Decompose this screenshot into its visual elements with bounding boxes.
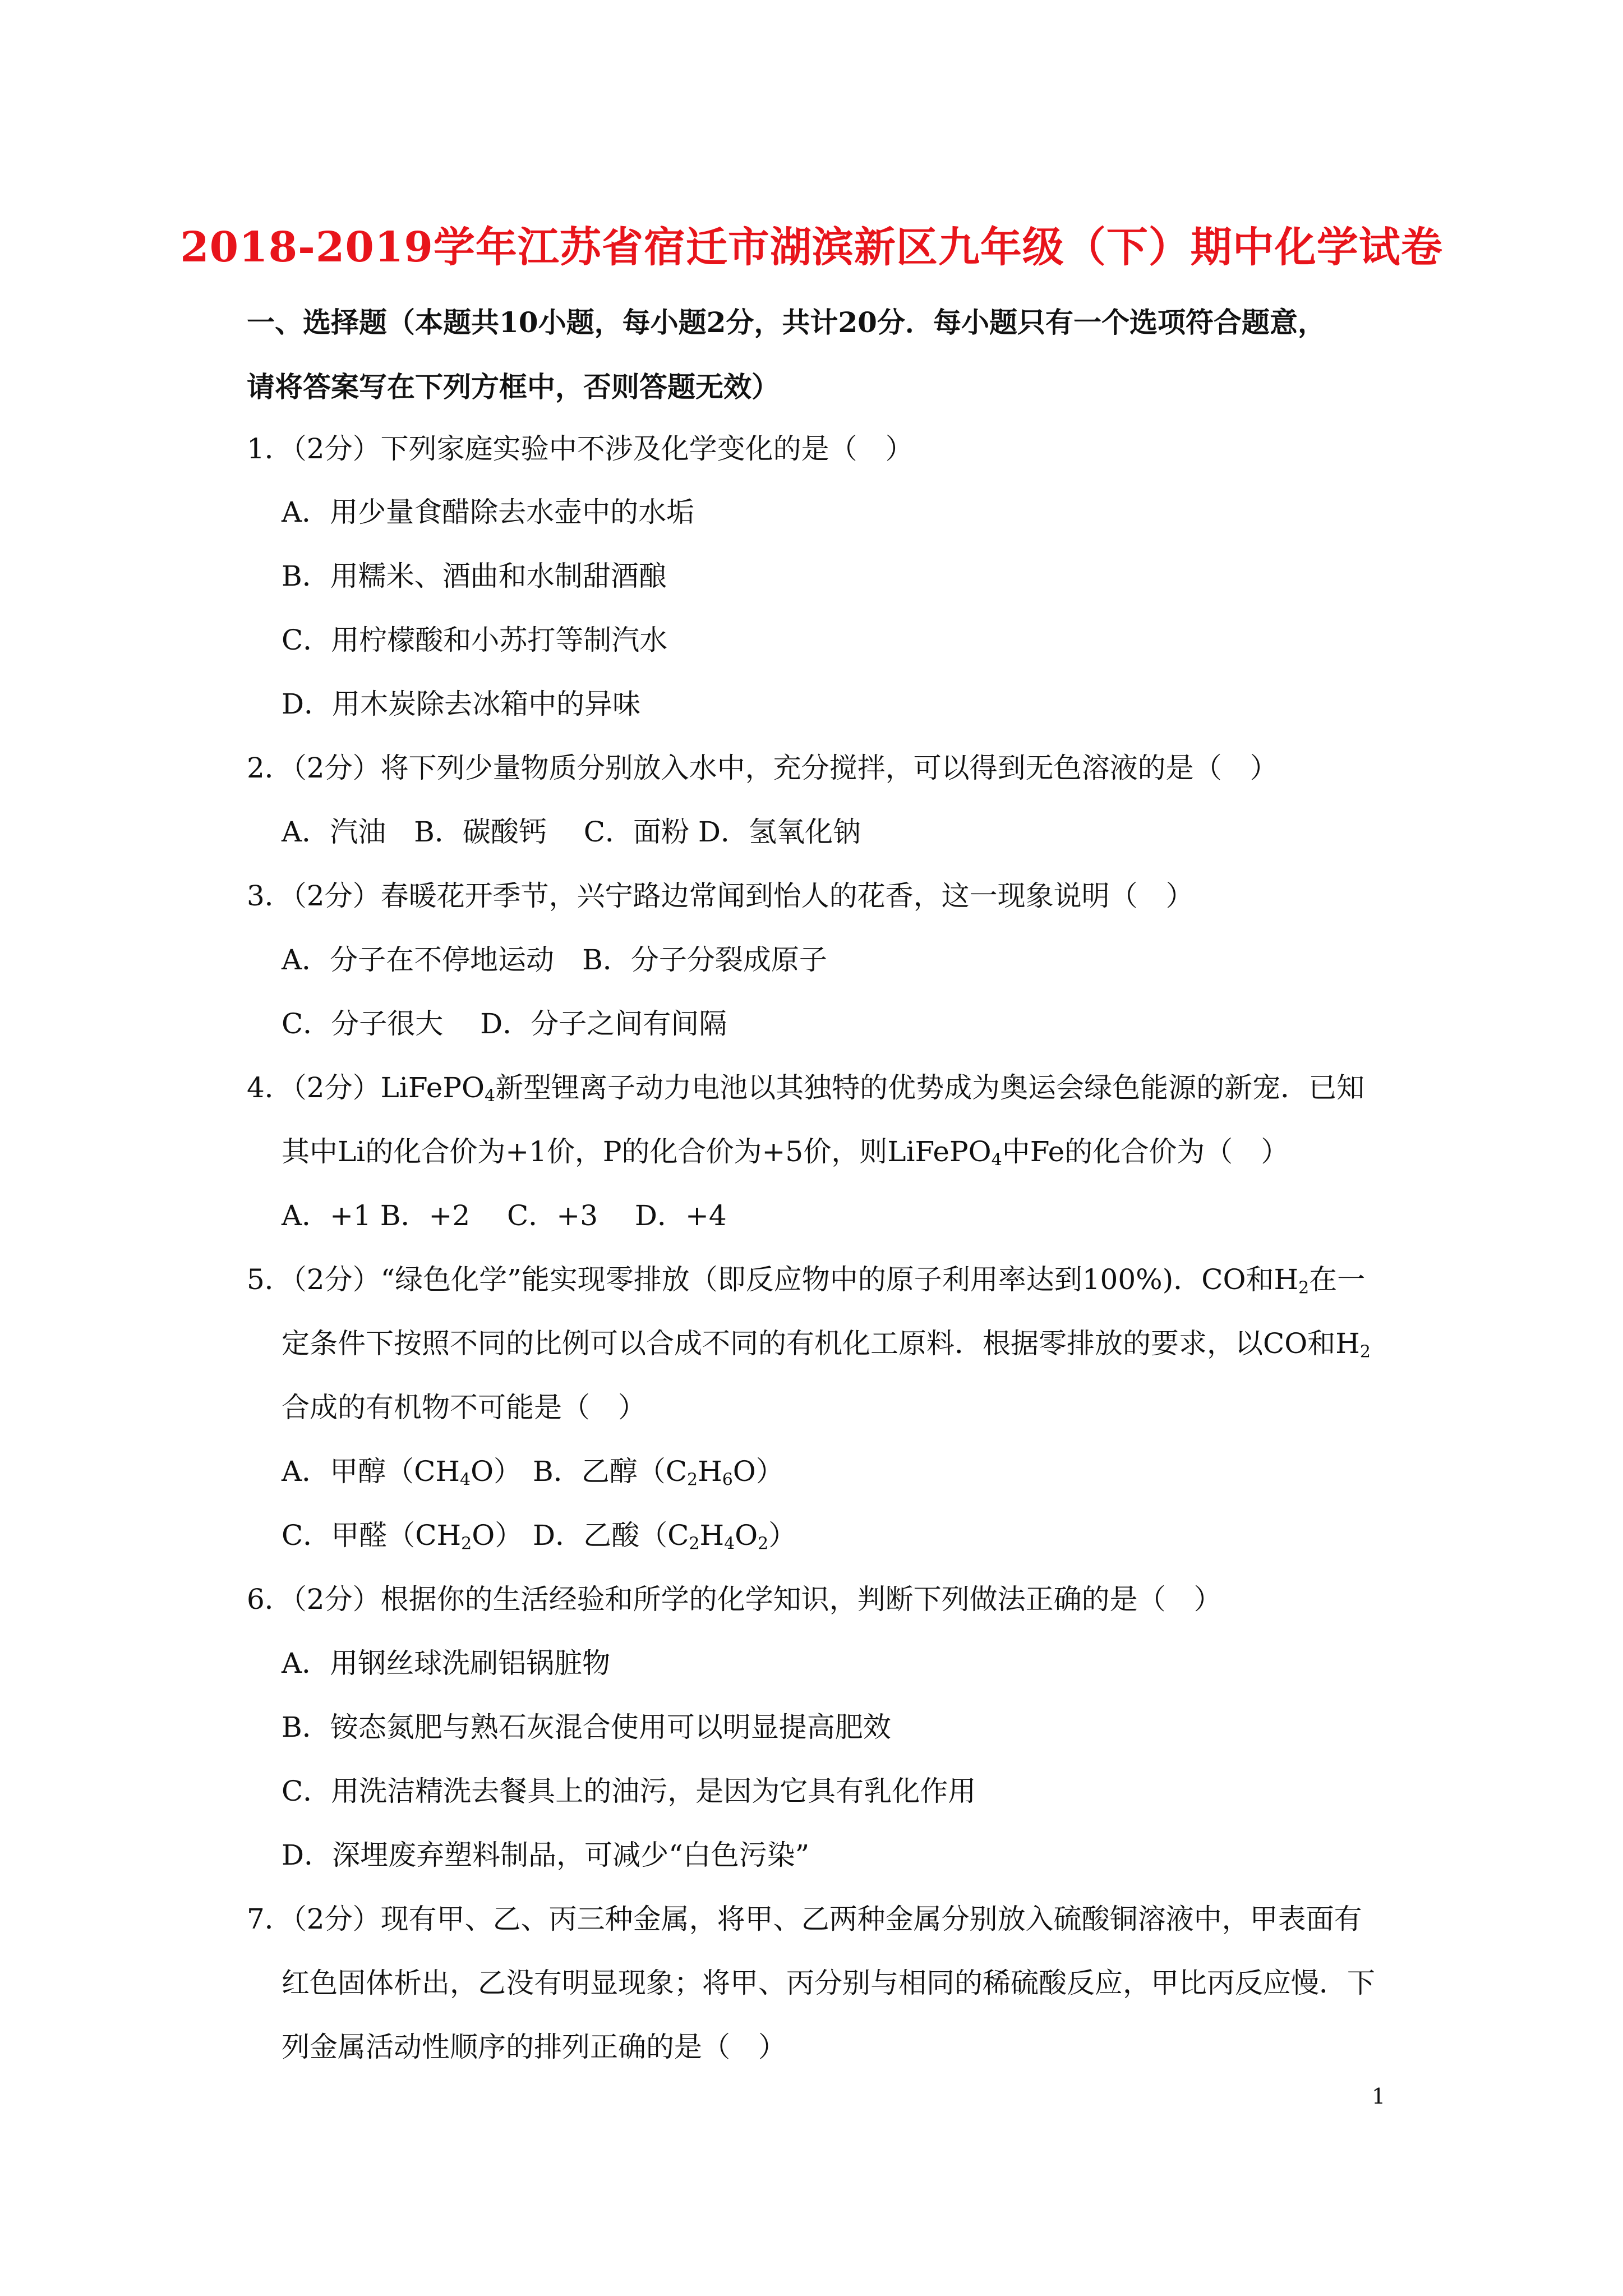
question-3-options-cd: C．分子很大 D．分子之间有间隔	[282, 1007, 727, 1040]
question-2-stem: 2．（2分）将下列少量物质分别放入水中，充分搅拌，可以得到无色溶液的是（ ）	[247, 752, 1278, 784]
question-5-stem-line2: 定条件下按照不同的比例可以合成不同的有机化工原料．根据零排放的要求，以CO和$H_2$	[282, 1327, 1371, 1362]
question-4-options: A．+1 B．+2 C．+3 D．+4	[282, 1199, 727, 1232]
question-5-option-d: D．乙酸$(C_2H_4O_2)$	[533, 1519, 797, 1554]
question-4-stem-line1: 4．（2分）LiFePO$_4$新型锂离子动力电池以其独特的优势成为奥运会绿色能源的新宠．已知	[247, 1071, 1365, 1106]
question-1-stem: 1．（2分）下列家庭实验中不涉及化学变化的是（ ）	[247, 432, 914, 465]
question-1-option-c: C．用柠檬酸和小苏打等制汽水	[282, 624, 668, 656]
question-6-option-d: D．深埋废弃塑料制品，可减少“白色污染”	[282, 1839, 810, 1871]
question-7-stem-line1: 7．（2分）现有甲、乙、丙三种金属，将甲、乙两种金属分别放入硫酸铜溶液中，甲表面有	[247, 1903, 1362, 1935]
question-5-option-c: C．甲醛$(CH_2O)$	[282, 1519, 523, 1554]
question-5-option-b: B．乙醇$(C_2H_6O)$	[533, 1455, 784, 1490]
question-1-option-b: B．用糯米、酒曲和水制甜酒酿	[282, 560, 667, 592]
question-3-options-ab: A．分子在不停地运动 B．分子分裂成原子	[282, 944, 827, 976]
question-5-stem-line3: 合成的有机物不可能是（ ）	[282, 1391, 646, 1424]
question-6-stem: 6．（2分）根据你的生活经验和所学的化学知识，判断下列做法正确的是（ ）	[247, 1583, 1222, 1616]
question-1-option-d: D．用木炭除去冰箱中的异味	[282, 688, 641, 720]
question-7-stem-line3: 列金属活动性顺序的排列正确的是（ ）	[282, 2031, 786, 2063]
question-4-stem-line2: 其中Li的化合价为+1价，P的化合价为+5价，则LiFePO$_4$中Fe的化合价为（ ）	[282, 1135, 1289, 1170]
question-5-stem-line1: 5．（2分）“绿色化学”能实现零排放（即反应物中的原子利用率达到100%)．CO和$H_2$在一	[247, 1263, 1366, 1298]
exam-title: 2018-2019学年江苏省宿迁市湖滨新区九年级（下）期中化学试卷	[180, 223, 1443, 272]
section-heading-line1: 一、选择题（本题共10小题，每小题2分，共计20分．每小题只有一个选项符合题意，	[247, 306, 1326, 339]
question-1-option-a: A．用少量食醋除去水壶中的水垢	[282, 496, 695, 528]
question-6-option-c: C．用洗洁精洗去餐具上的油污，是因为它具有乳化作用	[282, 1775, 976, 1807]
question-6-option-b: B．铵态氮肥与熟石灰混合使用可以明显提高肥效	[282, 1711, 891, 1743]
question-6-option-a: A．用钢丝球洗刷铝锅脏物	[282, 1647, 611, 1680]
question-3-stem: 3．（2分）春暖花开季节，兴宁路边常闻到怡人的花香，这一现象说明（ ）	[247, 880, 1194, 912]
page-number: 1	[1372, 2084, 1386, 2109]
question-7-stem-line2: 红色固体析出，乙没有明显现象；将甲、丙分别与相同的稀硫酸反应，甲比丙反应慢．下	[282, 1967, 1375, 1999]
question-2-options: A．汽油 B．碳酸钙 C．面粉 D．氢氧化钠	[282, 816, 861, 848]
section-heading-line2: 请将答案写在下列方框中，否则答题无效）	[247, 370, 780, 403]
question-5-option-a: A．甲醇$(CH_4O)$	[282, 1455, 522, 1490]
